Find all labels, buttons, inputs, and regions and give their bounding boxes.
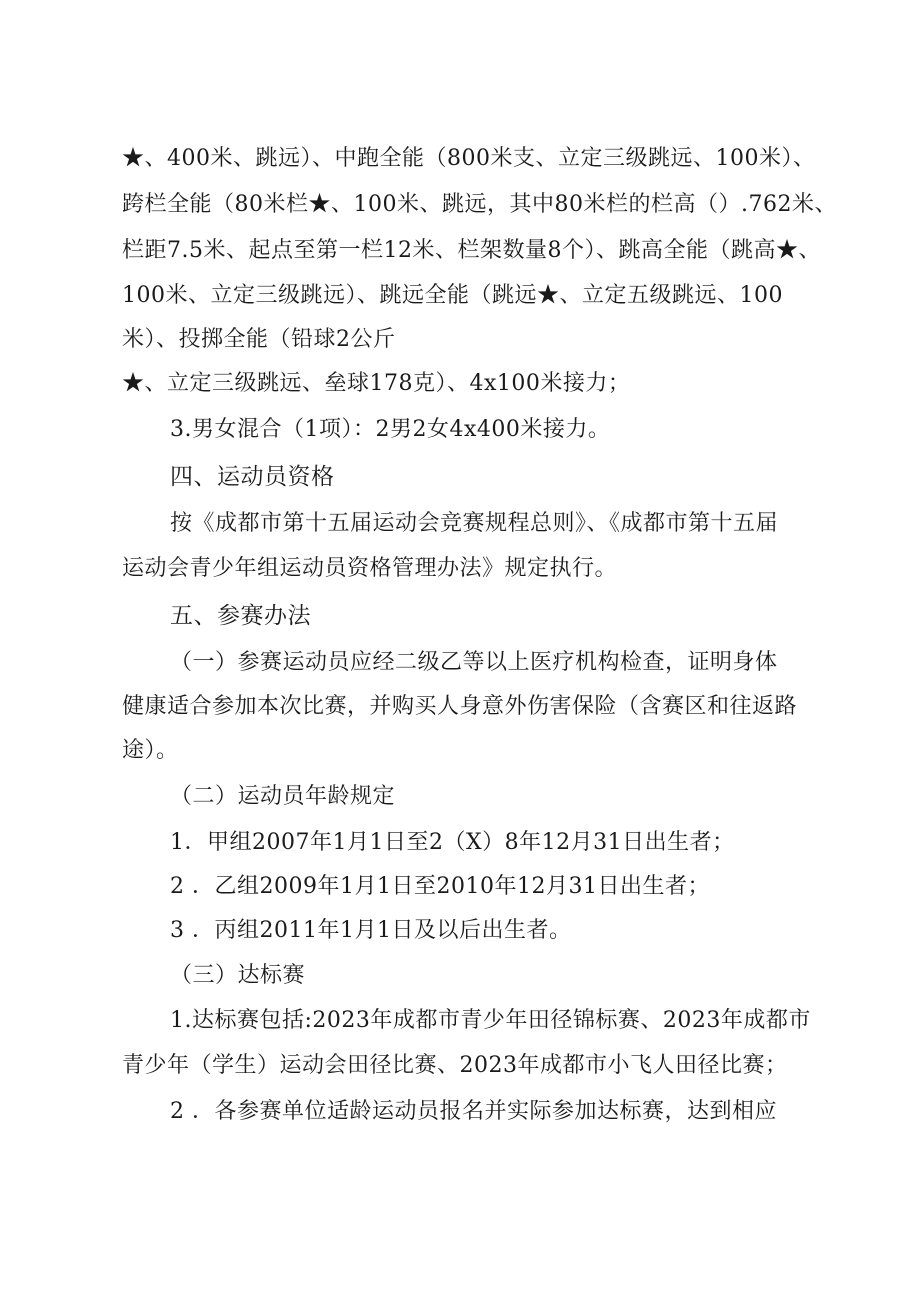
body-line: 青少年（学生）运动会田径比赛、2023年成都市小飞人田径比赛； — [122, 1053, 788, 1078]
body-line: 栏距7.5米、起点至第一栏12米、栏架数量8个）、跳高全能（跳高★、 — [122, 238, 821, 263]
body-line: 2 ．乙组2009年1月1日至2010年12月31日出生者； — [170, 874, 710, 899]
section-heading-4: 四、运动员资格 — [170, 464, 335, 490]
subsection-heading: （三）达标赛 — [170, 963, 306, 988]
body-line: 运动会青少年组运动员资格管理办法》规定执行。 — [122, 556, 618, 581]
body-line: 1．甲组2007年1月1日至2（X）8年12月31日出生者； — [170, 830, 735, 855]
body-line: ★、400米、跳远）、中跑全能（800米支、立定三级跳远、100米）、 — [122, 146, 816, 171]
body-line: ★、立定三级跳远、垒球178克）、4x100米接力； — [122, 371, 631, 396]
body-line: 1.达标赛包括:2023年成都市青少年田径锦标赛、2023年成都市 — [170, 1008, 811, 1033]
section-heading-5: 五、参赛办法 — [170, 603, 311, 629]
body-line: 健康适合参加本次比赛，并购买人身意外伤害保险（含赛区和往返路 — [122, 694, 798, 719]
body-line: 途）。 — [122, 738, 179, 763]
body-line: 3 ．丙组2011年1月1日及以后出生者。 — [170, 918, 572, 943]
body-line: 跨栏全能（80米栏★、100米、跳远，其中80米栏的栏高（）.762米、 — [122, 192, 837, 217]
body-line: 3.男女混合（1项）：2男2女4x400米接力。 — [170, 417, 611, 442]
body-line: 米）、投掷全能（铅球2公斤 — [122, 327, 396, 352]
body-line: 按《成都市第十五届运动会竞赛规程总则》、《成都市第十五届 — [170, 511, 779, 536]
body-line: 100米、立定三级跳远）、跳远全能（跳远★、立定五级跳远、100 — [122, 283, 783, 308]
subsection-heading: （二）运动员年龄规定 — [170, 784, 396, 809]
body-line: 2 ．各参赛单位适龄运动员报名并实际参加达标赛，达到相应 — [170, 1099, 777, 1124]
body-line: （一）参赛运动员应经二级乙等以上医疗机构检查，证明身体 — [170, 650, 778, 675]
